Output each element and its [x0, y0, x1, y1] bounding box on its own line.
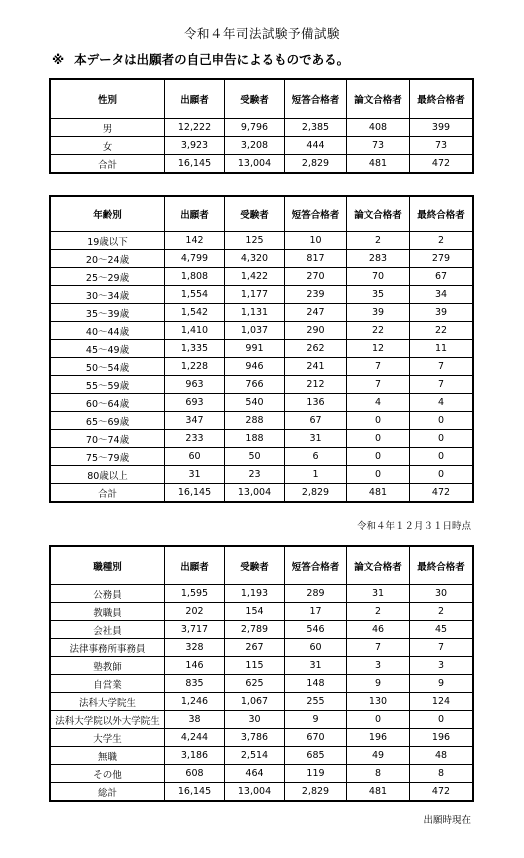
cell-value: 625: [225, 675, 285, 693]
cell-value: 472: [410, 484, 473, 502]
cell-value: 196: [347, 729, 410, 747]
cell-value: 12: [347, 340, 410, 358]
cell-value: 196: [410, 729, 473, 747]
cell-value: 0: [347, 466, 410, 484]
table-row: [51, 603, 473, 621]
table-row: [51, 394, 473, 412]
cell-value: 30: [410, 585, 473, 603]
cell-value: 1,595: [165, 585, 225, 603]
row-label: 19歳以下: [51, 232, 165, 250]
cell-value: 38: [165, 711, 225, 729]
table-row: [51, 268, 473, 286]
cell-value: 2,829: [285, 155, 347, 173]
category-header: 性別: [51, 80, 165, 119]
cell-value: 4: [347, 394, 410, 412]
cell-value: 766: [225, 376, 285, 394]
row-label: 45～49歳: [51, 340, 165, 358]
row-label: 50～54歳: [51, 358, 165, 376]
cell-value: 347: [165, 412, 225, 430]
cell-value: 4,799: [165, 250, 225, 268]
column-header: 受験者: [225, 80, 285, 119]
table-row: [51, 675, 473, 693]
column-header: 短答合格者: [285, 197, 347, 232]
cell-value: 115: [225, 657, 285, 675]
cell-value: 0: [347, 430, 410, 448]
occupation-table: [50, 546, 473, 801]
cell-value: 3: [347, 657, 410, 675]
cell-value: 146: [165, 657, 225, 675]
cell-value: 0: [347, 448, 410, 466]
table-row: [51, 639, 473, 657]
column-header: 最終合格者: [410, 80, 473, 119]
row-label: 法律事務所事務員: [51, 639, 165, 657]
row-label: 65～69歳: [51, 412, 165, 430]
cell-value: 693: [165, 394, 225, 412]
table-row: [51, 448, 473, 466]
cell-value: 670: [285, 729, 347, 747]
cell-value: 31: [285, 430, 347, 448]
table-row: [51, 466, 473, 484]
row-label: 55～59歳: [51, 376, 165, 394]
cell-value: 1,554: [165, 286, 225, 304]
cell-value: 2: [410, 603, 473, 621]
cell-value: 8: [410, 765, 473, 783]
row-label: 20～24歳: [51, 250, 165, 268]
cell-value: 39: [410, 304, 473, 322]
cell-value: 3,717: [165, 621, 225, 639]
table-row: [51, 304, 473, 322]
cell-value: 12,222: [165, 119, 225, 137]
row-label: 教職員: [51, 603, 165, 621]
table-header-row: [51, 80, 473, 119]
total-row: [51, 484, 473, 502]
cell-value: 50: [225, 448, 285, 466]
table-header-row: [51, 197, 473, 232]
table-row: [51, 322, 473, 340]
row-label: 60～64歳: [51, 394, 165, 412]
cell-value: 2: [410, 232, 473, 250]
cell-value: 31: [165, 466, 225, 484]
cell-value: 4,244: [165, 729, 225, 747]
column-header: 短答合格者: [285, 80, 347, 119]
cell-value: 9: [410, 675, 473, 693]
cell-value: 1,193: [225, 585, 285, 603]
cell-value: 835: [165, 675, 225, 693]
cell-value: 4,320: [225, 250, 285, 268]
cell-value: 472: [410, 155, 473, 173]
cell-value: 0: [347, 711, 410, 729]
table-row: [51, 340, 473, 358]
gender-table: [50, 79, 473, 173]
cell-value: 247: [285, 304, 347, 322]
cell-value: 30: [225, 711, 285, 729]
cell-value: 60: [285, 639, 347, 657]
cell-value: 9: [347, 675, 410, 693]
disclaimer-note: [52, 50, 349, 68]
note-mark: ※: [52, 52, 65, 67]
cell-value: 73: [347, 137, 410, 155]
age-table-note: 令和４年１２月３１日時点: [356, 521, 471, 532]
total-row: [51, 155, 473, 173]
cell-value: 255: [285, 693, 347, 711]
cell-value: 0: [410, 711, 473, 729]
row-label: 公務員: [51, 585, 165, 603]
cell-value: 23: [225, 466, 285, 484]
total-row: [51, 783, 473, 801]
cell-value: 481: [347, 783, 410, 801]
row-label: 25～29歳: [51, 268, 165, 286]
row-label: 自営業: [51, 675, 165, 693]
cell-value: 13,004: [225, 783, 285, 801]
cell-value: 608: [165, 765, 225, 783]
row-label: 女: [51, 137, 165, 155]
cell-value: 444: [285, 137, 347, 155]
cell-value: 148: [285, 675, 347, 693]
column-header: 論文合格者: [347, 80, 410, 119]
cell-value: 2,829: [285, 783, 347, 801]
cell-value: 1,131: [225, 304, 285, 322]
row-label: 会社員: [51, 621, 165, 639]
cell-value: 67: [410, 268, 473, 286]
cell-value: 481: [347, 484, 410, 502]
cell-value: 31: [347, 585, 410, 603]
cell-value: 212: [285, 376, 347, 394]
cell-value: 241: [285, 358, 347, 376]
cell-value: 290: [285, 322, 347, 340]
cell-value: 1,228: [165, 358, 225, 376]
cell-value: 3,208: [225, 137, 285, 155]
table-row: [51, 585, 473, 603]
cell-value: 124: [410, 693, 473, 711]
cell-value: 1,542: [165, 304, 225, 322]
table-row: [51, 621, 473, 639]
row-label: 大学生: [51, 729, 165, 747]
cell-value: 279: [410, 250, 473, 268]
cell-value: 1: [285, 466, 347, 484]
cell-value: 1,246: [165, 693, 225, 711]
row-label: 塾教師: [51, 657, 165, 675]
cell-value: 3,923: [165, 137, 225, 155]
cell-value: 31: [285, 657, 347, 675]
cell-value: 2,829: [285, 484, 347, 502]
row-label: 無職: [51, 747, 165, 765]
row-label: 法科大学院以外大学院生: [51, 711, 165, 729]
cell-value: 17: [285, 603, 347, 621]
cell-value: 125: [225, 232, 285, 250]
cell-value: 1,808: [165, 268, 225, 286]
cell-value: 408: [347, 119, 410, 137]
row-label: その他: [51, 765, 165, 783]
table-row: [51, 376, 473, 394]
cell-value: 60: [165, 448, 225, 466]
column-header: 出願者: [165, 80, 225, 119]
column-header: 出願者: [165, 547, 225, 585]
cell-value: 188: [225, 430, 285, 448]
cell-value: 270: [285, 268, 347, 286]
cell-value: 481: [347, 155, 410, 173]
table-row: [51, 232, 473, 250]
cell-value: 963: [165, 376, 225, 394]
row-label: 75～79歳: [51, 448, 165, 466]
table-row: [51, 693, 473, 711]
column-header: 受験者: [225, 197, 285, 232]
cell-value: 202: [165, 603, 225, 621]
cell-value: 34: [410, 286, 473, 304]
table-row: [51, 358, 473, 376]
cell-value: 685: [285, 747, 347, 765]
cell-value: 1,067: [225, 693, 285, 711]
cell-value: 6: [285, 448, 347, 466]
cell-value: 283: [347, 250, 410, 268]
cell-value: 1,177: [225, 286, 285, 304]
cell-value: 16,145: [165, 155, 225, 173]
cell-value: 267: [225, 639, 285, 657]
cell-value: 142: [165, 232, 225, 250]
cell-value: 540: [225, 394, 285, 412]
table-row: [51, 747, 473, 765]
cell-value: 7: [347, 358, 410, 376]
cell-value: 130: [347, 693, 410, 711]
row-label: 総計: [51, 783, 165, 801]
table-row: [51, 412, 473, 430]
cell-value: 2: [347, 232, 410, 250]
cell-value: 262: [285, 340, 347, 358]
cell-value: 289: [285, 585, 347, 603]
cell-value: 46: [347, 621, 410, 639]
cell-value: 233: [165, 430, 225, 448]
cell-value: 3: [410, 657, 473, 675]
cell-value: 7: [347, 376, 410, 394]
row-label: 35～39歳: [51, 304, 165, 322]
cell-value: 136: [285, 394, 347, 412]
cell-value: 10: [285, 232, 347, 250]
column-header: 出願者: [165, 197, 225, 232]
cell-value: 8: [347, 765, 410, 783]
page-title: 令和４年司法試験予備試験: [183, 26, 340, 41]
category-header: 年齢別: [51, 197, 165, 232]
table-row: [51, 729, 473, 747]
cell-value: 9,796: [225, 119, 285, 137]
cell-value: 67: [285, 412, 347, 430]
table-row: [51, 765, 473, 783]
table-row: [51, 657, 473, 675]
cell-value: 13,004: [225, 155, 285, 173]
cell-value: 16,145: [165, 484, 225, 502]
occupation-table-note: 出願時現在: [423, 815, 471, 826]
column-header: 論文合格者: [347, 547, 410, 585]
cell-value: 4: [410, 394, 473, 412]
category-header: 職種別: [51, 547, 165, 585]
cell-value: 288: [225, 412, 285, 430]
cell-value: 9: [285, 711, 347, 729]
table-row: [51, 711, 473, 729]
table-row: [51, 250, 473, 268]
row-label: 80歳以上: [51, 466, 165, 484]
column-header: 受験者: [225, 547, 285, 585]
cell-value: 3,786: [225, 729, 285, 747]
cell-value: 399: [410, 119, 473, 137]
cell-value: 0: [410, 412, 473, 430]
row-label: 合計: [51, 155, 165, 173]
cell-value: 70: [347, 268, 410, 286]
cell-value: 0: [410, 448, 473, 466]
cell-value: 7: [410, 358, 473, 376]
table-row: [51, 119, 473, 137]
cell-value: 472: [410, 783, 473, 801]
cell-value: 464: [225, 765, 285, 783]
cell-value: 22: [410, 322, 473, 340]
age-table: [50, 196, 473, 502]
cell-value: 7: [410, 376, 473, 394]
row-label: 40～44歳: [51, 322, 165, 340]
cell-value: 119: [285, 765, 347, 783]
cell-value: 946: [225, 358, 285, 376]
cell-value: 73: [410, 137, 473, 155]
cell-value: 817: [285, 250, 347, 268]
table-row: [51, 137, 473, 155]
row-label: 合計: [51, 484, 165, 502]
row-label: 70～74歳: [51, 430, 165, 448]
table-header-row: [51, 547, 473, 585]
cell-value: 1,335: [165, 340, 225, 358]
column-header: 最終合格者: [410, 197, 473, 232]
row-label: 男: [51, 119, 165, 137]
note-text: 本データは出願者の自己申告によるものである。: [74, 52, 350, 67]
column-header: 最終合格者: [410, 547, 473, 585]
cell-value: 11: [410, 340, 473, 358]
cell-value: 154: [225, 603, 285, 621]
cell-value: 39: [347, 304, 410, 322]
cell-value: 2: [347, 603, 410, 621]
row-label: 30～34歳: [51, 286, 165, 304]
column-header: 短答合格者: [285, 547, 347, 585]
cell-value: 22: [347, 322, 410, 340]
cell-value: 3,186: [165, 747, 225, 765]
cell-value: 48: [410, 747, 473, 765]
cell-value: 2,385: [285, 119, 347, 137]
cell-value: 0: [410, 430, 473, 448]
table-row: [51, 430, 473, 448]
cell-value: 1,037: [225, 322, 285, 340]
cell-value: 35: [347, 286, 410, 304]
cell-value: 7: [347, 639, 410, 657]
cell-value: 49: [347, 747, 410, 765]
table-row: [51, 286, 473, 304]
column-header: 論文合格者: [347, 197, 410, 232]
cell-value: 328: [165, 639, 225, 657]
cell-value: 0: [410, 466, 473, 484]
cell-value: 1,422: [225, 268, 285, 286]
cell-value: 1,410: [165, 322, 225, 340]
cell-value: 13,004: [225, 484, 285, 502]
cell-value: 16,145: [165, 783, 225, 801]
cell-value: 991: [225, 340, 285, 358]
cell-value: 7: [410, 639, 473, 657]
cell-value: 45: [410, 621, 473, 639]
row-label: 法科大学院生: [51, 693, 165, 711]
cell-value: 2,789: [225, 621, 285, 639]
cell-value: 239: [285, 286, 347, 304]
cell-value: 546: [285, 621, 347, 639]
cell-value: 0: [347, 412, 410, 430]
cell-value: 2,514: [225, 747, 285, 765]
